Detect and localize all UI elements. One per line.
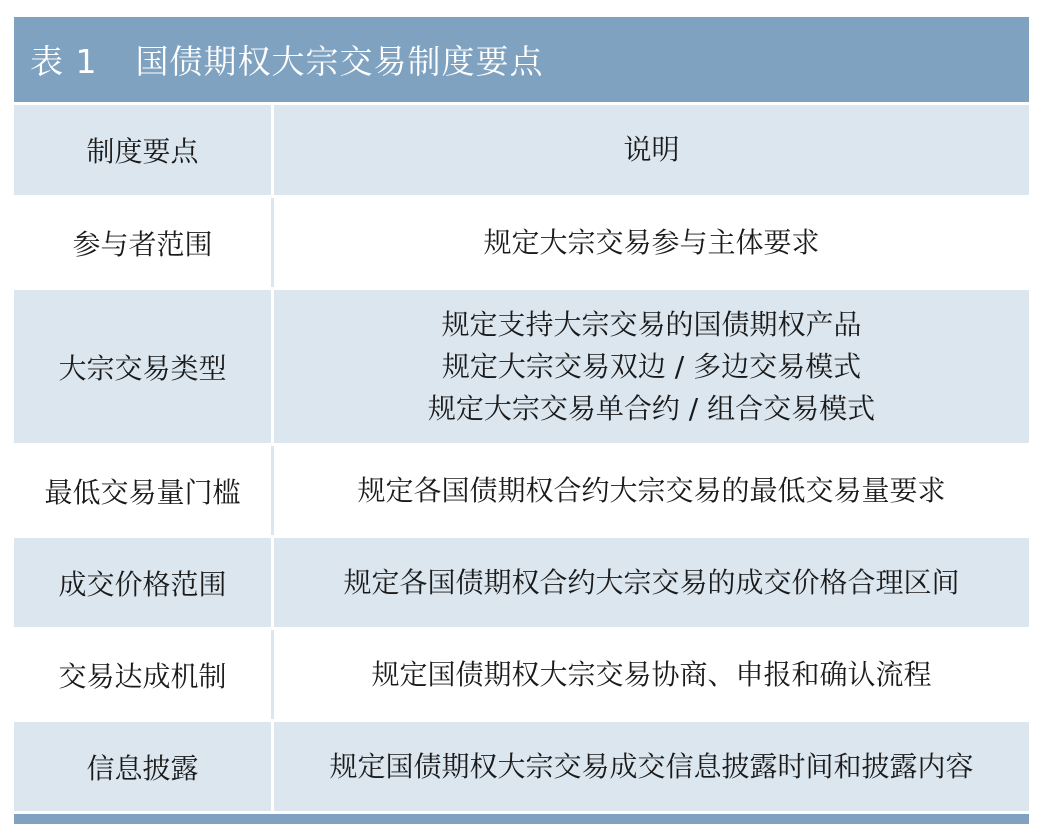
desc-line: 规定大宗交易双边 / 多边交易模式 [441, 349, 862, 383]
table-row [14, 290, 1029, 446]
header-col-point: 制度要点 [14, 105, 274, 195]
table-row [14, 538, 1029, 630]
cell-desc [274, 722, 1029, 811]
cell-desc [274, 198, 1029, 287]
desc-line: 规定国债期权大宗交易协商、申报和确认流程 [371, 657, 932, 691]
desc-line: 规定支持大宗交易的国债期权产品 [441, 307, 862, 341]
desc-line: 规定大宗交易单合约 / 组合交易模式 [427, 391, 876, 425]
table-row [14, 198, 1029, 290]
cell-point: 成交价格范围 [14, 538, 274, 627]
table-row [14, 446, 1029, 538]
table-header-row [14, 105, 1029, 198]
cell-desc [274, 290, 1029, 443]
data-table [14, 17, 1029, 824]
table-title-bar [14, 17, 1029, 105]
cell-point: 最低交易量门槛 [14, 446, 274, 535]
desc-line: 规定各国债期权合约大宗交易的成交价格合理区间 [343, 565, 960, 599]
table-bottom-rule [14, 814, 1029, 824]
cell-point: 大宗交易类型 [14, 290, 274, 443]
cell-desc [274, 446, 1029, 535]
cell-point: 交易达成机制 [14, 630, 274, 719]
desc-line: 规定国债期权大宗交易成交信息披露时间和披露内容 [329, 749, 974, 783]
cell-desc [274, 630, 1029, 719]
cell-point: 信息披露 [14, 722, 274, 811]
cell-point: 参与者范围 [14, 198, 274, 287]
table-row [14, 630, 1029, 722]
desc-line: 规定各国债期权合约大宗交易的最低交易量要求 [357, 473, 946, 507]
table-number: 表 1 [30, 42, 98, 81]
header-col-desc: 说明 [623, 133, 680, 166]
desc-line: 规定大宗交易参与主体要求 [483, 225, 820, 259]
table-title: 国债期权大宗交易制度要点 [135, 42, 544, 81]
table-row [14, 722, 1029, 814]
cell-desc [274, 538, 1029, 627]
